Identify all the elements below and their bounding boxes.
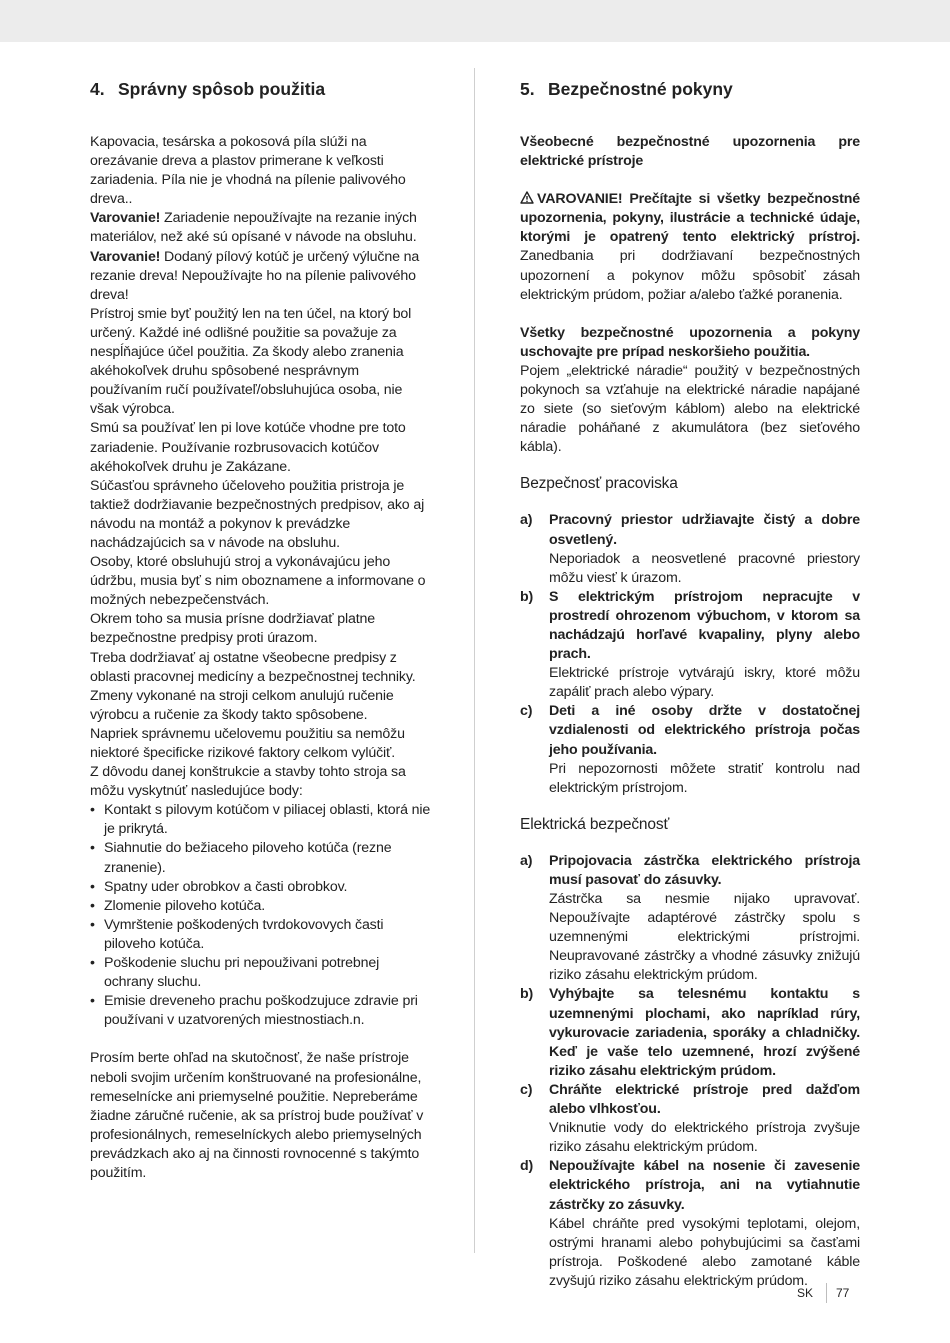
risk-list: [90, 801, 432, 1030]
warning-text: Zanedbania pri dodržiavaní bezpečnostných upozornení a pokynov môžu spôsobiť zásah elektrickým prúdom, požiar a/alebo ťažké poranenia.: [520, 248, 860, 303]
item-heading: Chráňte elektrické prístroje pred dažďom alebo vlhkosťou.: [549, 1081, 860, 1118]
closing-paragraph: Prosím berte ohľad na skutočnosť, že naše prístroje neboli svojim určením konštruované na profesionálne, remeselnícke ani priemyselné použitie. Nepreberáme žiadne záručné ručenie, ak sa prístroj bude používať v profesionálnych, remeselníckych alebo priemyselných prevádzkach ako aj na činnosti rovnocenné s takýmto použitím.: [90, 1050, 424, 1181]
list-item: • Poškodenie sluchu pri nepouživani potrebnej ochrany sluchu.: [90, 955, 380, 991]
electrical-safety-title: Elektrická bezpečnosť: [520, 815, 670, 833]
bullet: •: [90, 955, 95, 972]
accident-rules-paragraph: Okrem toho sa musia prísne dodržiavať platne bezpečnostne predpisy proti úrazom.: [90, 611, 375, 647]
section-title: Správny spôsob použitia: [118, 79, 326, 99]
list-item: [520, 1157, 860, 1291]
item-heading: Pripojovacia zástrčka elektrického prístroja musí pasovať do zásuvky.: [549, 852, 860, 888]
item-label: b): [520, 588, 534, 605]
workplace-safety-title: Bezpečnosť pracoviska: [520, 475, 678, 493]
warning-text: Zariadenie nepoužívajte na rezanie iných materiálov, než aké sú opísané v návode na obsluhu.: [90, 210, 417, 246]
list-item: • Vymrštenie poškodených tvrdokovovych časti piloveho kotúča.: [90, 916, 384, 952]
bullet: •: [90, 802, 95, 819]
item-label: d): [520, 1158, 534, 1175]
list-item: [520, 985, 860, 1080]
list-item: • Siahnutie do bežiaceho piloveho kotúča (rezne zranenie).: [90, 840, 392, 876]
bullet: •: [90, 897, 95, 914]
section-4-heading: [90, 77, 432, 101]
item-text: Neporiadok a neosvetlené pracovné priestory môžu viesť k úrazom.: [549, 550, 860, 586]
section-intended-use: [90, 77, 432, 1183]
bullet: •: [90, 840, 95, 857]
item-heading: Deti a iné osoby držte v dostatočnej vzdialenosti od elektrického prístroja počas jeho používania.: [549, 703, 860, 758]
keep-instructions: Všetky bezpečnostné upozornenia a pokyny uschovajte pre prípad neskoršieho použitia.: [520, 324, 860, 360]
section-safety: [520, 77, 860, 1291]
item-label: c): [520, 703, 533, 720]
item-text: Elektrické prístroje vytvárajú iskry, ktoré môžu zapáliť prach alebo výpary.: [549, 665, 860, 701]
item-heading: Pracovný priestor udržiavajte čistý a dobre osvetlený.: [549, 512, 860, 548]
section-5-heading: [520, 77, 860, 101]
construction-paragraph: Z dôvodu danej konštrukcie a stavby tohto stroja sa môžu vyskytnúť nasledujúce body:: [90, 764, 406, 800]
item-text: Kábel chráňte pred vysokými teplotami, olejom, ostrými hranami alebo pohybujúcimi sa časťami prístroja. Poškodené alebo zamotané káble zvyšujú riziko zásahu elektrickým prúdom.: [549, 1215, 860, 1289]
warning-block: [520, 190, 860, 305]
list-item: [520, 511, 860, 587]
changes-paragraph: Zmeny vykonané na stroji celkom anulujú ručenie výrobcu a ručenie za škody takto spôsobene.: [90, 687, 394, 723]
warning-paragraph-1: [90, 209, 432, 247]
general-rules-paragraph: Treba dodržiavať aj ostatne všeobecne predpisy z oblasti pracovnej medicíny a bezpečnostnej techniky.: [90, 649, 416, 685]
bullet: •: [90, 916, 95, 933]
column-divider: [474, 68, 475, 1253]
list-item: [520, 702, 860, 797]
section-number: 4.: [90, 79, 105, 99]
page-footer: [797, 1283, 857, 1303]
item-label: b): [520, 986, 534, 1003]
bullet: •: [90, 878, 95, 895]
warning-text: Dodaný pílový kotúč je určený výlučne na rezanie dreva! Nepoužívajte ho na pílenie palivového dreva!: [90, 248, 420, 303]
item-label: a): [520, 512, 533, 529]
list-item: • Kontakt s pilovym kotúčom v piliacej oblasti, ktorá nie je prikrytá.: [90, 802, 431, 838]
item-label: c): [520, 1081, 533, 1098]
risk-paragraph: Napriek správnemu učelovemu použitiu sa nemôžu niektoré špecificke rizikové faktory celkom vylúčiť.: [90, 725, 405, 761]
list-item: • Spatny uder obrobkov a časti obrobkov.: [90, 878, 432, 897]
list-item: [520, 588, 860, 703]
item-heading: Vyhýbajte sa telesnému kontaktu s uzemnenými plochami, ako napríklad rúry, vykurovacie zariadenia, sporáky a chladničky. Keď je vaše telo uzemnené, hrozí zvýšené riziko zásahu elektrickým prúdom.: [549, 986, 860, 1079]
rules-paragraph: Súčasťou správneho účeloveho použitia pristroja je taktiež dodržiavanie bezpečnostných predpisov, ako aj návodu na montáž a pokynov k prevádzke nachádzajúcich sa v návode na obsluhu.: [90, 477, 425, 551]
item-text: Vniknutie vody do elektrického prístroja zvyšuje riziko zásahu elektrickým prúdom.: [549, 1120, 860, 1156]
blades-paragraph: Smú sa používať len pi love kotúče vhodne pre toto zariadenie. Používanie rozbrusovacich kotúčov akéhokoľvek druhu je Zakázane.: [90, 420, 406, 475]
language-code: SK: [797, 1286, 814, 1300]
warning-bold: VAROVANIE! Prečítajte si všetky bezpečnostné upozornenia, pokyny, ilustrácie a technické údaje, ktorými je opatrený tento elektrický prístroj.: [520, 191, 860, 246]
usage-paragraph: Prístroj smie byť použitý len na ten účel, na ktorý bol určený. Každé iné odlišné použitie sa považuje za nespĺňajúce účel použitia. Za škody alebo zranenia akéhokoľvek druhu spôsobené nesprávnym používaním ručí používateľ/obsluhujúca osoba, nie však výrobca.: [90, 305, 412, 418]
top-band: [0, 0, 950, 42]
warning-label: Varovanie!: [90, 248, 161, 265]
power-tool-definition: Pojem „elektrické náradie“ použitý v bezpečnostných pokynoch sa vzťahuje na elektrické náradie napájané zo siete (so sieťovým káblom) alebo na elektrické náradie poháňané z akumulátora (bez sieťového kábla).: [520, 362, 860, 456]
item-label: a): [520, 852, 533, 869]
section-number: 5.: [520, 79, 535, 99]
footer-divider: [826, 1283, 827, 1303]
bullet: •: [90, 993, 95, 1010]
warning-label: Varovanie!: [90, 210, 161, 227]
list-item: [520, 1081, 860, 1157]
item-heading: Nepoužívajte kábel na nosenie či zavesenie elektrického prístroja, ani na vytiahnutie zástrčky zo zásuvky.: [549, 1158, 860, 1213]
general-heading: Všeobecné bezpečnostné upozornenia pre elektrické prístroje: [520, 134, 860, 170]
page-number: 77: [836, 1286, 850, 1300]
item-text: Zástrčka sa nesmie nijako upravovať. Nepoužívajte adaptérové zástrčky spolu s uzemnenými elektrickými prístrojmi. Neupravované zástrčky a vhodné zásuvky znižujú riziko zásahu elektrickým prúdom.: [549, 891, 860, 984]
item-text: Pri nepozornosti môžete stratiť kontrolu nad elektrickým prístrojom.: [549, 760, 860, 796]
list-item: [520, 852, 860, 986]
intro-paragraph: Kapovacia, tesárska a pokosová píla slúži na orezávanie dreva a plastov primerane k veľkosti zariadenia. Píla nie je vhodná na pílenie palivového dreva..: [90, 134, 406, 208]
item-heading: S elektrickým prístrojom nepracujte v prostredí ohrozenom výbuchom, v ktorom sa nachádzajú horľavé kvapaliny, plyny alebo prach.: [549, 588, 860, 663]
warning-triangle-icon: [520, 191, 534, 204]
operators-paragraph: Osoby, ktoré obsluhujú stroj a vykonávajúcu jeho údržbu, musia byť s nim oboznamene a informovane o možných nebezpečenstvách.: [90, 554, 426, 609]
warning-paragraph-2: [90, 248, 432, 305]
list-item: • Zlomenie piloveho kotúča.: [90, 897, 432, 916]
list-item: • Emisie dreveneho prachu poškodzujuce zdravie pri používani v uzatvorených miestnostiach.n.: [90, 993, 418, 1029]
section-title: Bezpečnostné pokyny: [548, 79, 733, 99]
